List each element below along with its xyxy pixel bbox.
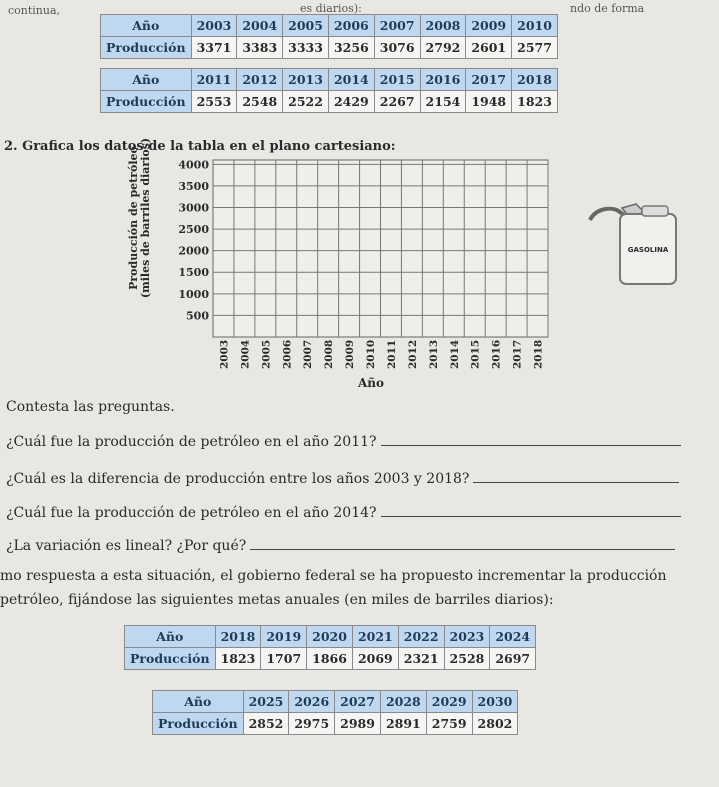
y-tick-label: 3500 [178,179,209,193]
year-cell: 2018 [215,626,261,648]
goals-table-2025-2030 [152,690,518,735]
year-cell: 2014 [328,69,374,91]
year-cell: 2013 [283,69,329,91]
table-row-years [153,691,518,713]
year-cell: 2006 [328,15,374,37]
question-2 [6,470,679,487]
y-tick-label: 2000 [178,244,209,258]
value-cell: 2759 [426,713,472,735]
x-tick-label: 2013 [427,339,440,369]
value-cell: 3383 [237,37,283,59]
value-cell: 2528 [444,648,490,670]
value-cell: 2989 [335,713,381,735]
y-axis-title [128,118,152,318]
value-cell: 2577 [512,37,558,59]
value-cell: 2267 [374,91,420,113]
year-cell: 2030 [472,691,518,713]
value-cell: 1866 [307,648,353,670]
x-tick-label: 2005 [260,339,273,369]
value-cell: 3333 [283,37,329,59]
table-row-production [125,648,536,670]
year-cell: 2004 [237,15,283,37]
year-cell: 2025 [243,691,289,713]
question-4-text: ¿La variación es lineal? ¿Por qué? [6,538,247,554]
question-2-text: ¿Cuál es la diferencia de producción entre los años 2003 y 2018? [6,471,470,487]
year-cell: 2009 [466,15,512,37]
year-cell: 2028 [380,691,426,713]
question-4 [6,537,675,554]
y-axis-title-line1: Producción de petróleo [127,146,140,290]
x-tick-label: 2007 [302,339,315,369]
x-tick-label: 2004 [239,339,252,369]
table-header-production: Producción [153,713,244,735]
y-axis-title-line2: (miles de barriles diarios) [139,137,152,299]
y-tick-label: 2500 [178,223,209,237]
x-tick-label: 2010 [365,339,378,369]
x-tick-label: 2016 [490,339,503,369]
y-tick-label: 4000 [178,158,209,172]
value-cell: 2154 [420,91,466,113]
answer-line-4[interactable] [250,537,675,550]
x-tick-label: 2015 [469,339,482,369]
table-header-production: Producción [125,648,216,670]
value-cell: 2548 [237,91,283,113]
value-cell: 2852 [243,713,289,735]
value-cell: 1707 [261,648,307,670]
year-cell: 2005 [283,15,329,37]
y-tick-label: 1000 [178,287,209,301]
value-cell: 2321 [398,648,444,670]
year-cell: 2016 [420,69,466,91]
year-cell: 2026 [289,691,335,713]
x-tick-label: 2006 [281,339,294,369]
gasoline-can-icon [584,198,684,293]
table-header-production: Producción [101,37,192,59]
question-1-text: ¿Cuál fue la producción de petróleo en el año 2011? [6,434,377,450]
value-cell: 2601 [466,37,512,59]
year-cell: 2008 [420,15,466,37]
value-cell: 1948 [466,91,512,113]
header-fragment-right: ndo de forma [570,2,645,15]
value-cell: 2429 [328,91,374,113]
year-cell: 2012 [237,69,283,91]
year-cell: 2023 [444,626,490,648]
year-cell: 2010 [512,15,558,37]
value-cell: 2522 [283,91,329,113]
answer-line-2[interactable] [473,470,679,483]
year-cell: 2018 [512,69,558,91]
year-cell: 2020 [307,626,353,648]
x-tick-label: 2018 [532,339,545,369]
answer-line-3[interactable] [381,504,681,517]
table-header-year: Año [101,69,192,91]
value-cell: 3076 [374,37,420,59]
year-cell: 2027 [335,691,381,713]
value-cell: 3371 [191,37,237,59]
x-tick-label: 2014 [448,339,461,369]
year-cell: 2015 [374,69,420,91]
year-cell: 2003 [191,15,237,37]
header-fragment-mid: es diarios): [300,2,362,15]
x-tick-label: 2011 [385,339,398,369]
value-cell: 2975 [289,713,335,735]
y-tick-label: 1500 [178,266,209,280]
goals-table-2018-2024 [124,625,536,670]
questions-heading: Contesta las preguntas. [6,399,175,415]
value-cell: 1823 [512,91,558,113]
gasoline-label: GASOLINA [627,246,669,254]
paragraph-line-2: petróleo, fijándose las siguientes metas anuales (en miles de barriles diarios): [0,592,554,608]
answer-line-1[interactable] [381,433,681,446]
year-cell: 2019 [261,626,307,648]
value-cell: 3256 [328,37,374,59]
table-header-production: Producción [101,91,192,113]
question-3 [6,504,681,521]
value-cell: 2792 [420,37,466,59]
year-cell: 2011 [191,69,237,91]
x-tick-label: 2003 [218,339,231,369]
table-row-years [125,626,536,648]
x-tick-label: 2017 [511,339,524,369]
header-fragment-left: continua, [8,4,61,17]
question-1 [6,433,681,450]
paragraph-line-1: mo respuesta a esta situación, el gobierno federal se ha propuesto incrementar la producción [0,568,667,584]
task-2-instruction: 2. Grafica los datos de la tabla en el plano cartesiano: [4,139,396,154]
x-axis-title: Año [358,376,385,390]
year-cell: 2022 [398,626,444,648]
x-tick-label: 2012 [406,339,419,369]
year-cell: 2021 [352,626,398,648]
year-cell: 2007 [374,15,420,37]
year-cell: 2024 [490,626,536,648]
x-tick-label: 2009 [344,339,357,369]
y-tick-label: 3000 [178,201,209,215]
table-header-year: Año [153,691,244,713]
year-cell: 2029 [426,691,472,713]
x-tick-label: 2008 [323,339,336,369]
y-tick-label: 500 [186,309,209,323]
value-cell: 2553 [191,91,237,113]
table-row-production [153,713,518,735]
table-header-year: Año [101,15,192,37]
value-cell: 2697 [490,648,536,670]
value-cell: 2069 [352,648,398,670]
value-cell: 1823 [215,648,261,670]
table-header-year: Año [125,626,216,648]
value-cell: 2891 [380,713,426,735]
value-cell: 2802 [472,713,518,735]
question-3-text: ¿Cuál fue la producción de petróleo en el año 2014? [6,505,377,521]
year-cell: 2017 [466,69,512,91]
